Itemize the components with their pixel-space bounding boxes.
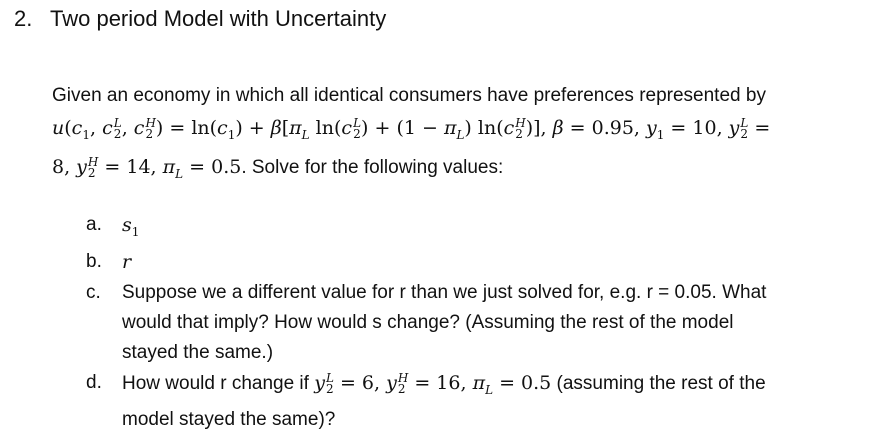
list-item-d: [86, 368, 870, 435]
question-list: [86, 210, 870, 435]
item-marker: c.: [86, 281, 101, 303]
item-marker: d.: [86, 371, 102, 393]
list-item-b: [86, 247, 870, 278]
item-text-line: stayed the same.): [122, 341, 274, 363]
question-number: 2.: [14, 6, 33, 31]
item-marker: b.: [86, 250, 102, 272]
utility-equation: $u(c_1$, c L 2 , c H 2 ) = $\ln(c_1) + \beta[\pi_L$ ln(c L 2 ) + $(1 - \pi_L)$ ln(c H 2 )], β = 0.95, $y_1 = 10$, y L 2 =: [52, 116, 771, 142]
change-equation: y L 2 = 6, y H 2 = 16, $\pi_L = 0.5$: [314, 370, 552, 397]
item-text-line: Suppose we a different value for r than we just solved for, e.g. r = 0.05. What: [122, 281, 767, 303]
parameter-line: 8, y H 2 = 14, $\pi_L = 0.5$. Solve for the following values:: [52, 154, 504, 181]
question-heading: [14, 6, 386, 32]
question-title: Two period Model with Uncertainty: [50, 6, 387, 31]
math-subscript: 1: [131, 224, 140, 239]
list-item-a: [86, 210, 870, 247]
list-item-c: [86, 278, 870, 368]
item-marker: a.: [86, 214, 102, 235]
math-variable: r: [122, 250, 132, 273]
item-text-line: would that imply? How would s change? (Assuming the rest of the model: [122, 311, 734, 333]
math-variable: s: [122, 214, 132, 236]
item-text-line: model stayed the same)?: [122, 408, 336, 430]
problem-statement: [52, 80, 870, 190]
solve-text: . Solve for the following values:: [241, 156, 504, 178]
item-text: How would r change if: [122, 372, 315, 394]
item-text: (assuming the rest of the: [551, 372, 766, 394]
intro-text: Given an economy in which all identical consumers have preferences represented by: [52, 85, 766, 106]
